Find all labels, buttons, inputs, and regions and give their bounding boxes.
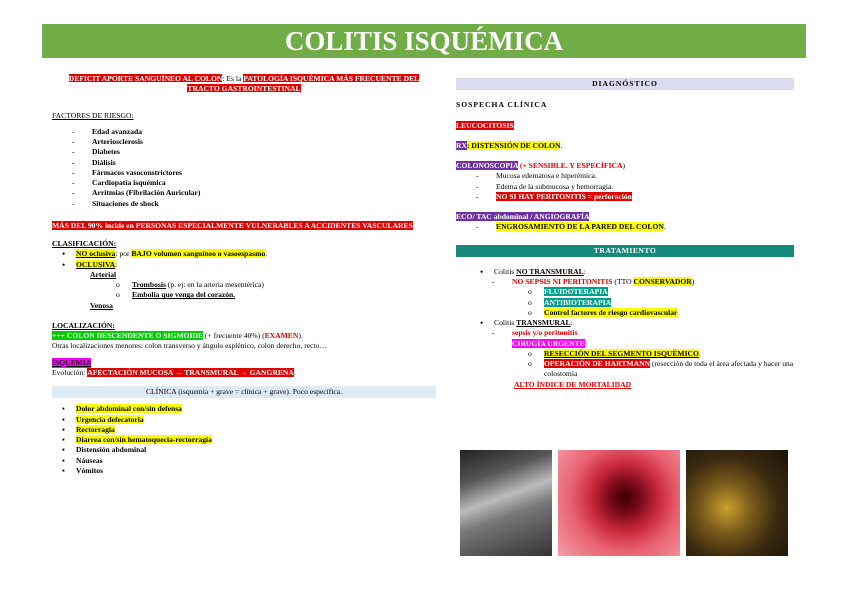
list-item: o Trombosis (p. ej: en la arteria mesentérica) — [52, 280, 436, 290]
diagnosis-banner: DIAGNÓSTICO — [456, 78, 794, 90]
list-item: • OCLUSIVA: — [52, 260, 436, 270]
list-item: ▪ Dolor abdominal con/sin defensa — [52, 404, 436, 414]
list-item: • Colitis NO TRANSMURAL: — [470, 267, 794, 277]
transmural-sub — [456, 328, 794, 338]
risk-title: FACTORES DE RIESGO: — [52, 110, 134, 120]
list-item: - Edad avanzada — [52, 127, 436, 137]
list-item: - Fármacos vasoconstrictores — [52, 168, 436, 178]
list-item: ▪ Distensión abdominal — [52, 445, 436, 455]
list-item: o ANTIBIOTERAPIA — [464, 298, 794, 308]
list-item: o Embolia que venga del corazón. — [52, 290, 436, 300]
intro-patologia: PATOLOGÍA ISQUÉMICA MÁS FRECUENTE DEL TRACTO GASTROINTESTINAL — [187, 74, 420, 94]
location-main: +++ COLON DESCENDENTE O SIGMOIDE (+ frecuente 40%) (EXAMEN). — [52, 331, 303, 340]
list-item: • NO oclusiva: por BAJO volumen sanguíneo o vasoespasmo. — [52, 249, 436, 259]
list-item: o RESECCIÓN DEL SEGMENTO ISQUÉMICO. — [464, 349, 794, 359]
treatment-list — [456, 267, 794, 277]
clinic-list — [52, 404, 436, 476]
list-item: - Diálisis — [52, 158, 436, 168]
conservative-list — [456, 287, 794, 318]
arterial-label: Arterial — [90, 269, 117, 279]
list-item: - Edema de la submucosa y hemorragia. — [456, 182, 794, 192]
list-item: ▪ Urgencia defecatoria — [52, 415, 436, 425]
left-column — [52, 74, 436, 476]
arterial-list — [52, 280, 436, 301]
intro-es-la: : Es la — [222, 74, 244, 83]
list-item: - Cardiopatía isquémica — [52, 178, 436, 188]
list-item: ▪ Vómitos — [52, 466, 436, 476]
necrotic-mucosa-image — [686, 450, 788, 556]
list-item: - Situaciones de shock — [52, 199, 436, 209]
list-item: - Diabetes — [52, 147, 436, 157]
treatment-banner: TRATAMIENTO — [456, 245, 794, 257]
surgery-list — [456, 349, 794, 380]
list-item: ▪ Rectorragia — [52, 425, 436, 435]
colonoscopy-list — [456, 171, 794, 202]
mortality: ALTO ÍNDICE DE MORTALIDAD — [514, 379, 632, 389]
list-item: • Colitis TRANSMURAL: — [470, 318, 794, 328]
list-item: o Control factores de riesgo cardiovascular — [464, 308, 794, 318]
list-item: - NO SEPSIS NI PERITONITIS (TTO CONSERVADOR) — [472, 277, 794, 287]
clinical-suspicion: SOSPECHA CLÍNICA — [456, 100, 548, 110]
intro-deficit: DEFICIT APORTE SANGUÍNEO AL COLON — [68, 74, 223, 83]
list-item: - Arritmias (Fibrilación Auricular) — [52, 188, 436, 198]
colonoscopy-line: COLONOSCOPIA (+ SENSIBLE. Y ESPECÍFICA) — [456, 161, 625, 170]
eco-line: ECO/ TAC abdominal / ANGIOGRAFÍA — [456, 212, 590, 221]
intro — [52, 74, 436, 95]
rx-line: RX: DISTENSIÓN DE COLON. — [456, 140, 563, 150]
ischemia-title: ISQUEMIA — [52, 357, 92, 367]
right-column — [456, 78, 794, 390]
non-transmural-sub — [456, 277, 794, 287]
surgery-line: CIRUGÍA URGENTE: — [512, 338, 587, 348]
leukocytosis: LEUCOCITOSIS — [456, 120, 514, 130]
location-other: Otras localizaciones menores: colon transverso y ángulo esplénico, colon derecho, recto… — [52, 341, 327, 351]
clinic-banner: CLÍNICA (isquemia + grave = clínica + grave). Poco específica. — [52, 386, 436, 398]
venosa-label: Venosa — [90, 300, 113, 310]
location-title: LOCALIZACIÓN: — [52, 320, 115, 330]
classification-list — [52, 249, 436, 270]
list-item: - NO SI HAY PERITONITIS = perforación — [456, 192, 794, 202]
list-item: - Mucosa edematosa e hiperémica. — [456, 171, 794, 181]
list-item: ▪ Náuseas — [52, 456, 436, 466]
evolution: Evolución: AFECTACIÓN MUCOSA → TRANSMURAL → GANGRENA. — [52, 367, 296, 377]
list-item: o FLUIDOTERAPIA — [464, 287, 794, 297]
list-item: - ENGROSAMIENTO DE LA PARED DEL COLON. — [456, 222, 794, 232]
vulnerable-note: MÁS DEL 90% incide en PERSONAS ESPECIALMENTE VULNERABLES A ACCIDENTES VASCULARES — [52, 220, 413, 230]
eco-list — [456, 222, 794, 232]
endoscopy-image — [558, 450, 680, 556]
xray-image — [460, 450, 552, 556]
classification-title: CLASIFICACIÓN: — [52, 239, 117, 248]
list-item: - Arteriosclerosis — [52, 137, 436, 147]
risk-list — [52, 127, 436, 209]
list-item: o OPERACIÓN DE HARTMANN (resección de toda el área afectada y hacer una colostomía — [464, 359, 794, 380]
page-title: COLITIS ISQUÉMICA — [42, 24, 806, 58]
list-item: ▪ Diarrea con/sin hematoquecia-rectorragia — [52, 435, 436, 445]
list-item: - sepsis y/o peritonitis — [472, 328, 794, 338]
transmural-list — [456, 318, 794, 328]
